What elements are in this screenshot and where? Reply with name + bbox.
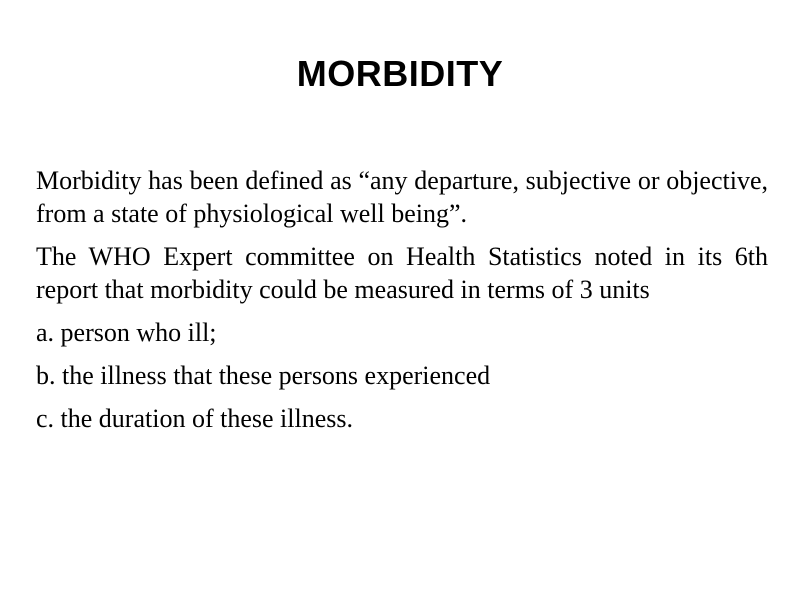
slide-title: MORBIDITY: [296, 53, 504, 94]
definition-paragraph: Morbidity has been defined as “any departure, subjective or objective, from a state of physiological well being”.: [36, 166, 768, 228]
slide-body: [36, 164, 768, 445]
unit-item-c: c. the duration of these illness.: [36, 404, 353, 433]
who-committee-paragraph: The WHO Expert committee on Health Statistics noted in its 6th report that morbidity could be measured in terms of 3 units: [36, 242, 768, 304]
unit-item-a: a. person who ill;: [36, 318, 217, 347]
unit-item-b: b. the illness that these persons experienced: [36, 361, 491, 390]
